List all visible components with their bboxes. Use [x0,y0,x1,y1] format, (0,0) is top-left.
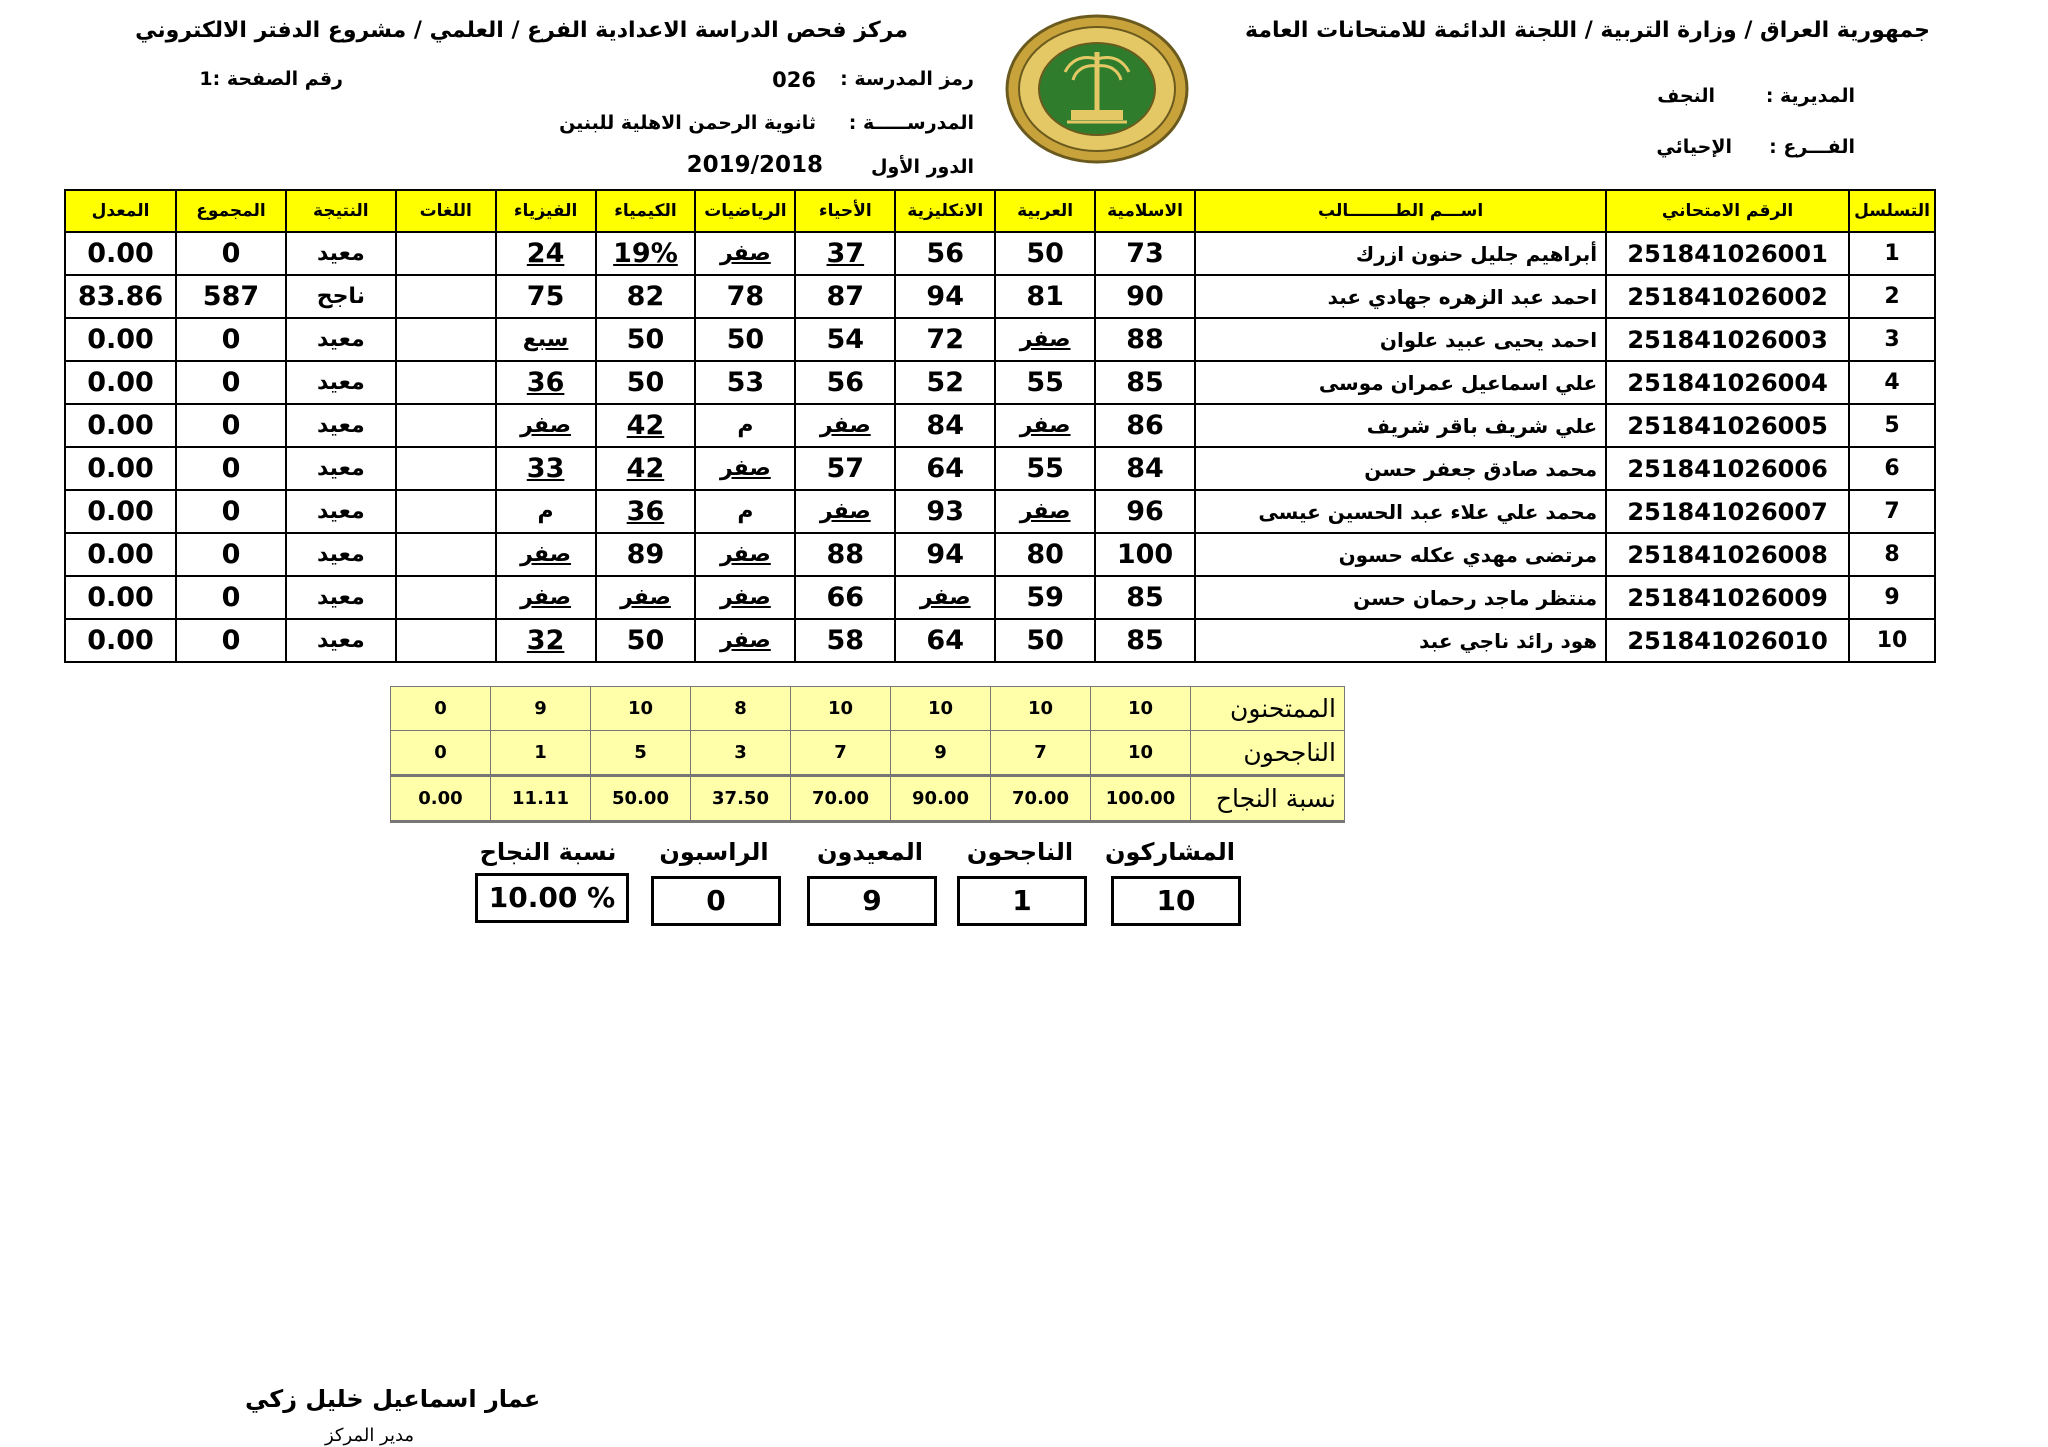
stats-cell: 9 [491,687,591,731]
cell-result: معيد [286,447,396,490]
stats-cell: 10 [1091,731,1191,776]
year-value: 2019/2018 [686,152,823,178]
cell-average: 0.00 [65,361,176,404]
cell-math: صفر [695,447,795,490]
cell-biology: 58 [795,619,895,662]
page-number: رقم الصفحة :1 [199,68,343,90]
table-row [65,232,1935,275]
stats-cell: 10 [891,687,991,731]
cell-biology: صفر [795,404,895,447]
cell-average: 83.86 [65,275,176,318]
cell-exam-no: 251841026002 [1606,275,1849,318]
cell-average: 0.00 [65,404,176,447]
stats-label: الممتحنون [1191,687,1345,731]
cell-physics: صفر [496,576,596,619]
cell-arabic: 55 [995,447,1095,490]
cell-average: 0.00 [65,232,176,275]
cell-english: 94 [895,533,995,576]
cell-math: صفر [695,533,795,576]
cell-chemistry: 50 [596,318,696,361]
cell-math: 78 [695,275,795,318]
cell-exam-no: 251841026005 [1606,404,1849,447]
cell-name: مرتضى مهدي عكله حسون [1195,533,1606,576]
cell-languages [396,576,496,619]
passed-box: 1 [957,876,1087,926]
cell-exam-no: 251841026008 [1606,533,1849,576]
cell-islamic: 90 [1095,275,1195,318]
cell-math: م [695,404,795,447]
table-row [65,404,1935,447]
pass-rate-box: % 10.00 [475,873,629,923]
cell-exam-no: 251841026009 [1606,576,1849,619]
cell-biology: 87 [795,275,895,318]
cell-result: معيد [286,533,396,576]
cell-arabic: 50 [995,619,1095,662]
stats-cell: 10 [991,687,1091,731]
cell-average: 0.00 [65,619,176,662]
repeaters-box: 9 [807,876,937,926]
cell-languages [396,533,496,576]
table-row [65,576,1935,619]
cell-math: 50 [695,318,795,361]
cell-physics: سبع [496,318,596,361]
stats-cell: 11.11 [491,776,591,822]
school-value: ثانوية الرحمن الاهلية للبنين [559,112,816,134]
cell-arabic: 59 [995,576,1095,619]
table-row [65,533,1935,576]
cell-islamic: 96 [1095,490,1195,533]
cell-math: م [695,490,795,533]
stats-cell: 5 [591,731,691,776]
stats-cell: 10 [1091,687,1191,731]
directorate-label: المديرية : [1765,85,1855,107]
col-seq: التسلسل [1849,190,1935,232]
cell-seq: 4 [1849,361,1935,404]
cell-exam-no: 251841026010 [1606,619,1849,662]
cell-name: أبراهيم جليل حنون ازرك [1195,232,1606,275]
cell-seq: 9 [1849,576,1935,619]
cell-physics: 36 [496,361,596,404]
cell-biology: 37 [795,232,895,275]
cell-math: صفر [695,576,795,619]
stats-cell: 0 [391,731,491,776]
cell-languages [396,619,496,662]
table-row [65,619,1935,662]
cell-english: 64 [895,619,995,662]
cell-exam-no: 251841026007 [1606,490,1849,533]
center-title: مركز فحص الدراسة الاعدادية الفرع / العلمي / مشروع الدفتر الالكتروني [135,18,908,43]
col-physics: الفيزياء [496,190,596,232]
cell-biology: 57 [795,447,895,490]
authority-title: جمهورية العراق / وزارة التربية / اللجنة الدائمة للامتحانات العامة [1244,18,1930,43]
round-label: الدور الأول [871,156,974,178]
stats-cell: 3 [691,731,791,776]
cell-physics: 75 [496,275,596,318]
cell-total: 0 [176,447,286,490]
cell-result: معيد [286,490,396,533]
col-biology: الأحياء [795,190,895,232]
cell-arabic: صفر [995,490,1095,533]
col-total: المجموع [176,190,286,232]
cell-languages [396,404,496,447]
cell-result: معيد [286,619,396,662]
cell-english: 64 [895,447,995,490]
cell-islamic: 86 [1095,404,1195,447]
stats-label: الناجحون [1191,731,1345,776]
cell-physics: 33 [496,447,596,490]
col-average: المعدل [65,190,176,232]
col-english: الانكليزية [895,190,995,232]
cell-islamic: 100 [1095,533,1195,576]
stats-cell: 7 [991,731,1091,776]
cell-average: 0.00 [65,490,176,533]
cell-math: صفر [695,619,795,662]
pass-rate-label: نسبة النجاح [479,838,617,866]
col-chemistry: الكيمياء [596,190,696,232]
subject-stats-table [390,686,1345,823]
col-arabic: العربية [995,190,1095,232]
participants-box: 10 [1111,876,1241,926]
cell-biology: صفر [795,490,895,533]
cell-arabic: صفر [995,318,1095,361]
cell-exam-no: 251841026003 [1606,318,1849,361]
stats-row-examinees [391,687,1345,731]
cell-english: 72 [895,318,995,361]
cell-english: 84 [895,404,995,447]
failed-box: 0 [651,876,781,926]
cell-total: 0 [176,361,286,404]
cell-total: 0 [176,318,286,361]
results-table [64,189,1936,663]
stats-cell: 8 [691,687,791,731]
cell-arabic: 80 [995,533,1095,576]
cell-average: 0.00 [65,533,176,576]
cell-physics: صفر [496,404,596,447]
cell-chemistry: 42 [596,404,696,447]
stats-cell: 90.00 [891,776,991,822]
cell-name: احمد عبد الزهره جهادي عبد [1195,275,1606,318]
cell-chemistry: 82 [596,275,696,318]
stats-cell: 50.00 [591,776,691,822]
stats-cell: 70.00 [991,776,1091,822]
cell-result: معيد [286,318,396,361]
cell-physics: م [496,490,596,533]
stats-row-passed [391,731,1345,776]
table-header-row [65,190,1935,232]
cell-islamic: 85 [1095,361,1195,404]
stats-cell: 9 [891,731,991,776]
repeaters-label: المعيدون [817,838,923,866]
cell-seq: 10 [1849,619,1935,662]
cell-exam-no: 251841026006 [1606,447,1849,490]
table-row [65,447,1935,490]
cell-languages [396,275,496,318]
stats-cell: 1 [491,731,591,776]
school-code-value: 026 [772,68,816,92]
col-student-name: اســـم الطــــــــالب [1195,190,1606,232]
cell-islamic: 85 [1095,619,1195,662]
cell-english: 52 [895,361,995,404]
cell-total: 0 [176,619,286,662]
cell-average: 0.00 [65,318,176,361]
cell-name: علي شريف باقر شريف [1195,404,1606,447]
cell-seq: 8 [1849,533,1935,576]
signature-title: مدير المركز [325,1425,415,1446]
cell-result: معيد [286,232,396,275]
col-exam-no: الرقم الامتحاني [1606,190,1849,232]
cell-seq: 2 [1849,275,1935,318]
cell-languages [396,447,496,490]
cell-total: 0 [176,404,286,447]
cell-result: معيد [286,404,396,447]
cell-languages [396,490,496,533]
cell-name: احمد يحيى عبيد علوان [1195,318,1606,361]
cell-islamic: 73 [1095,232,1195,275]
cell-english: صفر [895,576,995,619]
cell-average: 0.00 [65,576,176,619]
cell-physics: 32 [496,619,596,662]
directorate-value: النجف [1657,85,1715,107]
cell-name: هود رائد ناجي عبد [1195,619,1606,662]
table-row [65,275,1935,318]
cell-languages [396,318,496,361]
col-result: النتيجة [286,190,396,232]
cell-languages [396,232,496,275]
cell-total: 0 [176,576,286,619]
cell-physics: 24 [496,232,596,275]
col-math: الرياضيات [695,190,795,232]
cell-islamic: 88 [1095,318,1195,361]
cell-total: 0 [176,490,286,533]
cell-seq: 7 [1849,490,1935,533]
cell-biology: 54 [795,318,895,361]
col-islamic: الاسلامية [1095,190,1195,232]
school-label: المدرســـــة : [848,112,974,134]
cell-result: ناجح [286,275,396,318]
cell-arabic: 55 [995,361,1095,404]
cell-name: محمد صادق جعفر حسن [1195,447,1606,490]
cell-total: 0 [176,232,286,275]
cell-average: 0.00 [65,447,176,490]
cell-seq: 1 [1849,232,1935,275]
cell-total: 587 [176,275,286,318]
cell-physics: صفر [496,533,596,576]
cell-math: 53 [695,361,795,404]
col-languages: اللغات [396,190,496,232]
cell-name: علي اسماعيل عمران موسى [1195,361,1606,404]
cell-arabic: 50 [995,232,1095,275]
cell-biology: 56 [795,361,895,404]
cell-chemistry: 36 [596,490,696,533]
table-row [65,490,1935,533]
passed-label: الناجحون [966,838,1074,866]
cell-languages [396,361,496,404]
cell-result: معيد [286,576,396,619]
cell-math: صفر [695,232,795,275]
cell-chemistry: 19% [596,232,696,275]
cell-english: 93 [895,490,995,533]
cell-name: محمد علي علاء عبد الحسين عيسى [1195,490,1606,533]
branch-label: الفـــرع : [1769,136,1855,158]
stats-cell: 37.50 [691,776,791,822]
stats-cell: 70.00 [791,776,891,822]
cell-arabic: 81 [995,275,1095,318]
table-row [65,318,1935,361]
cell-biology: 66 [795,576,895,619]
school-code-label: رمز المدرسة : [840,68,974,90]
cell-exam-no: 251841026004 [1606,361,1849,404]
failed-label: الراسبون [659,838,769,866]
cell-islamic: 85 [1095,576,1195,619]
stats-row-pass-rate [391,776,1345,822]
stats-cell: 7 [791,731,891,776]
cell-result: معيد [286,361,396,404]
table-row [65,361,1935,404]
stats-cell: 0 [391,687,491,731]
cell-chemistry: 42 [596,447,696,490]
signature-name: عمار اسماعيل خليل زكي [245,1385,541,1413]
participants-label: المشاركون [1104,838,1236,866]
stats-cell: 10 [591,687,691,731]
cell-chemistry: 50 [596,619,696,662]
cell-seq: 3 [1849,318,1935,361]
cell-seq: 5 [1849,404,1935,447]
cell-chemistry: 89 [596,533,696,576]
cell-biology: 88 [795,533,895,576]
cell-arabic: صفر [995,404,1095,447]
stats-cell: 0.00 [391,776,491,822]
branch-value: الإحيائي [1656,136,1732,158]
cell-total: 0 [176,533,286,576]
cell-name: منتظر ماجد رحمان حسن [1195,576,1606,619]
ministry-logo [1005,14,1190,164]
cell-english: 56 [895,232,995,275]
cell-exam-no: 251841026001 [1606,232,1849,275]
stats-cell: 100.00 [1091,776,1191,822]
stats-label: نسبة النجاح [1191,776,1345,822]
cell-chemistry: 50 [596,361,696,404]
stats-cell: 10 [791,687,891,731]
cell-islamic: 84 [1095,447,1195,490]
cell-seq: 6 [1849,447,1935,490]
cell-chemistry: صفر [596,576,696,619]
cell-english: 94 [895,275,995,318]
